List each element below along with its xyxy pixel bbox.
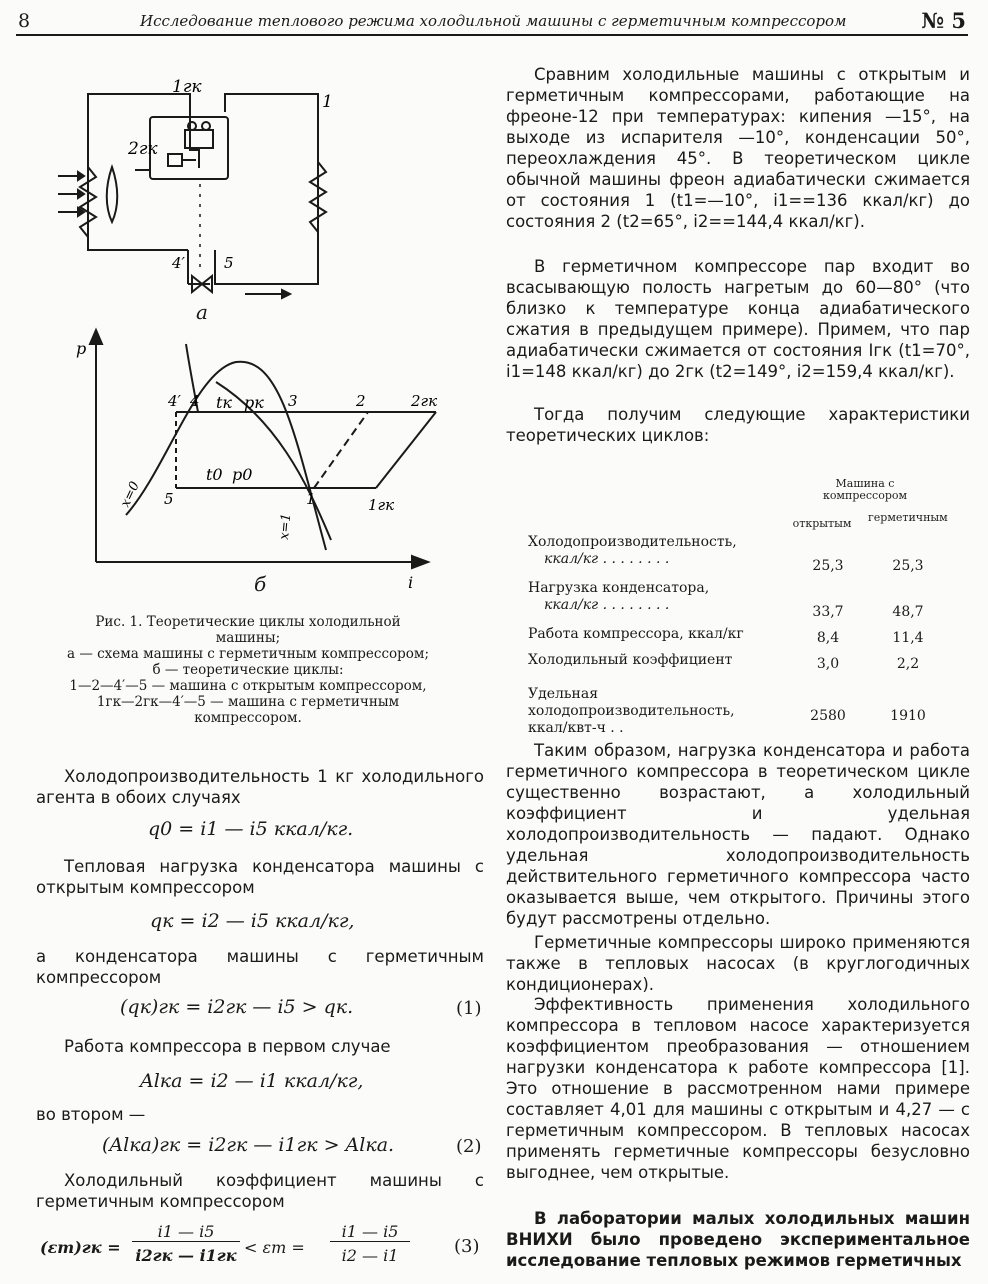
right-para-3: Тогда получим следующие характеристики теоретических циклов: xyxy=(506,405,970,445)
figure-label-a: а xyxy=(196,300,208,324)
page-number: 8 xyxy=(18,10,31,32)
caption-line-a: а — схема машины с герметичным компрессором; б — теоретические циклы: xyxy=(66,646,429,678)
eq-q0: q0 = i1 — i5 ккал/кг. xyxy=(148,818,354,840)
label-1gk: 1гк xyxy=(172,77,202,97)
dlabel-4: 4 xyxy=(190,392,200,410)
table-row: Холодопроизводительность, ккал/кг . . . . . . . . 25,3 25,3 xyxy=(528,534,924,574)
dlabel-2: 2 xyxy=(356,392,366,410)
caption-title: Рис. 1. Теоретические циклы холодильной машины; xyxy=(95,614,401,646)
right-para-2: В герметичном компрессоре пар входит во всасывающую полость нагретым до 60—80° (что близко к температуре конца адиабатического сжатия в предыдущем примере). Примем, что пар адиабатически сжимается от состояния Iгк (t1=70°, i1=148 ккал/кг) до 2гк (t2=149°, i2=159,4 ккал/кг). xyxy=(506,257,970,381)
dlabel-4prime: 4′ xyxy=(168,392,181,410)
left-para-3: а конденсатора машины с герметичным компрессором xyxy=(36,947,484,987)
x1-line xyxy=(216,382,331,540)
table-col-hermetic: герметичным xyxy=(868,511,948,524)
dlabel-1gk: 1гк xyxy=(368,496,395,514)
header-rule xyxy=(16,34,968,36)
axis-i-label: i xyxy=(408,573,414,592)
eq-2: (Alка)гк = i2гк — i1гк > Alка. xyxy=(102,1134,395,1156)
right-para-7: В лаборатории малых холодильных машин ВНИХИ было проведено экспериментальное исследование тепловых режимов герметичных xyxy=(506,1209,970,1270)
left-para-5: во втором — xyxy=(36,1105,146,1124)
left-para-1: Холодопроизводительность 1 кг холодильного агента в обоих случаях xyxy=(36,767,484,807)
dlabel-x1: x=1 xyxy=(277,512,295,541)
cycle-1-2 xyxy=(314,412,368,488)
page-header xyxy=(0,4,988,38)
eq-2-number: (2) xyxy=(456,1136,482,1157)
dlabel-5: 5 xyxy=(164,490,174,508)
right-para-5: Герметичные компрессоры широко применяются также в тепловых насосах (в круглогодичных кондиционерах). xyxy=(506,933,970,994)
left-para-6: Холодильный коэффициент машины с герметичным компрессором xyxy=(36,1171,484,1211)
dlabel-p0: p0 xyxy=(232,465,253,484)
dlabel-x0: x=0 xyxy=(118,479,143,510)
machine-schematic xyxy=(50,72,350,302)
label-1: 1 xyxy=(322,92,333,112)
right-para-4: Таким образом, нагрузка конденсатора и работа герметичного компрессора в теоретическом цикле существенно возрастают, а холодильный коэффициент и удельная холодопроизводительность — падают. Однако удельная холодопроизводительность действительного герметичного компрессора часто оказывается выше, чем открытого. Причины этого будут рассмотрены отдельно. xyxy=(506,741,970,928)
table-row: Холодильный коэффициент 3,0 2,2 xyxy=(528,652,920,672)
eq3-frac1-num: i1 — i5 xyxy=(132,1222,240,1242)
issue-number: № 5 xyxy=(921,8,966,33)
caption-line-b: 1—2—4′—5 — машина с открытым компрессором, 1гк—2гк—4′—5 — машина с герметичным компрессором. xyxy=(69,678,427,726)
eq3-mid: < εт = xyxy=(244,1238,305,1257)
left-para-4: Работа компрессора в первом случае xyxy=(64,1037,391,1056)
figure-caption xyxy=(62,614,434,726)
characteristics-table xyxy=(528,534,938,736)
dlabel-1: 1 xyxy=(306,490,316,508)
axis-p-label: p xyxy=(76,339,87,358)
dlabel-pk: pк xyxy=(244,393,264,412)
label-5: 5 xyxy=(224,254,234,272)
running-title: Исследование теплового режима холодильной машины с герметичным компрессором xyxy=(140,12,847,30)
eq-3-number: (3) xyxy=(454,1236,480,1257)
table-head-group: Машина с компрессором xyxy=(822,477,908,502)
left-para-2: Тепловая нагрузка конденсатора машины с открытым компрессором xyxy=(36,857,484,897)
eq3-frac2-num: i1 — i5 xyxy=(330,1222,410,1242)
label-4prime: 4′ xyxy=(172,254,185,272)
dlabel-t0: t0 xyxy=(206,465,223,484)
figure-label-b: б xyxy=(254,572,267,596)
dlabel-2gk: 2гк xyxy=(411,392,438,410)
p-i-diagram xyxy=(56,330,446,592)
dlabel-tk: tк xyxy=(216,393,232,412)
eq-alka: Alка = i2 — i1 ккал/кг, xyxy=(140,1070,364,1092)
eq3-frac2-den: i2 — i1 xyxy=(341,1246,399,1265)
fan-blade xyxy=(107,167,118,222)
eq-3 xyxy=(40,1222,484,1278)
right-para-1: Сравним холодильные машины с открытым и герметичным компрессорами, работающие на фреоне-12 при температурах: кипения —15°, на выходе из испарителя —10°, конденсации 50°, переохлаждения 45°. В теоретическом цикле обычной машины фреон адиабатически сжимается от состояния 1 (t1=—10°, i1==136 ккал/кг) до состояния 2 (t2=65°, i2==144,4 ккал/кг). xyxy=(506,65,970,231)
eq3-left: (εт)гк = xyxy=(40,1238,121,1257)
eq-1: (qк)гк = i2гк — i5 > qк. xyxy=(120,996,354,1018)
eq-1-number: (1) xyxy=(456,998,482,1019)
table-row: Работа компрессора, ккал/кг 8,4 11,4 xyxy=(528,626,924,646)
eq-qk: qк = i2 — i5 ккал/кг, xyxy=(150,910,355,932)
right-para-6: Эффективность применения холодильного компрессора в тепловом насосе характеризуется коэффициентом преобразования — отношением нагрузки конденсатора к работе компрессора [1]. Это отношение в рассмотренном нами примере составляет 4,01 для машины с открытым и 4,27 — с герметичным компрессором. В тепловых насосах применять герметичные компрессоры безусловно выгоднее, чем открытые. xyxy=(506,995,970,1182)
table-row: Нагрузка конденсатора, ккал/кг . . . . . . . . 33,7 48,7 xyxy=(528,580,924,620)
cycle-1gk-2gk xyxy=(376,412,436,488)
eq3-frac1-den: i2гк — i1гк xyxy=(135,1246,237,1265)
label-2gk: 2гк xyxy=(128,139,158,159)
table-col-open: открытым xyxy=(792,517,852,530)
dlabel-3: 3 xyxy=(288,392,298,410)
table-row: Удельная холодопроизводительность, ккал/квт-ч . . 2580 1910 xyxy=(528,686,926,736)
